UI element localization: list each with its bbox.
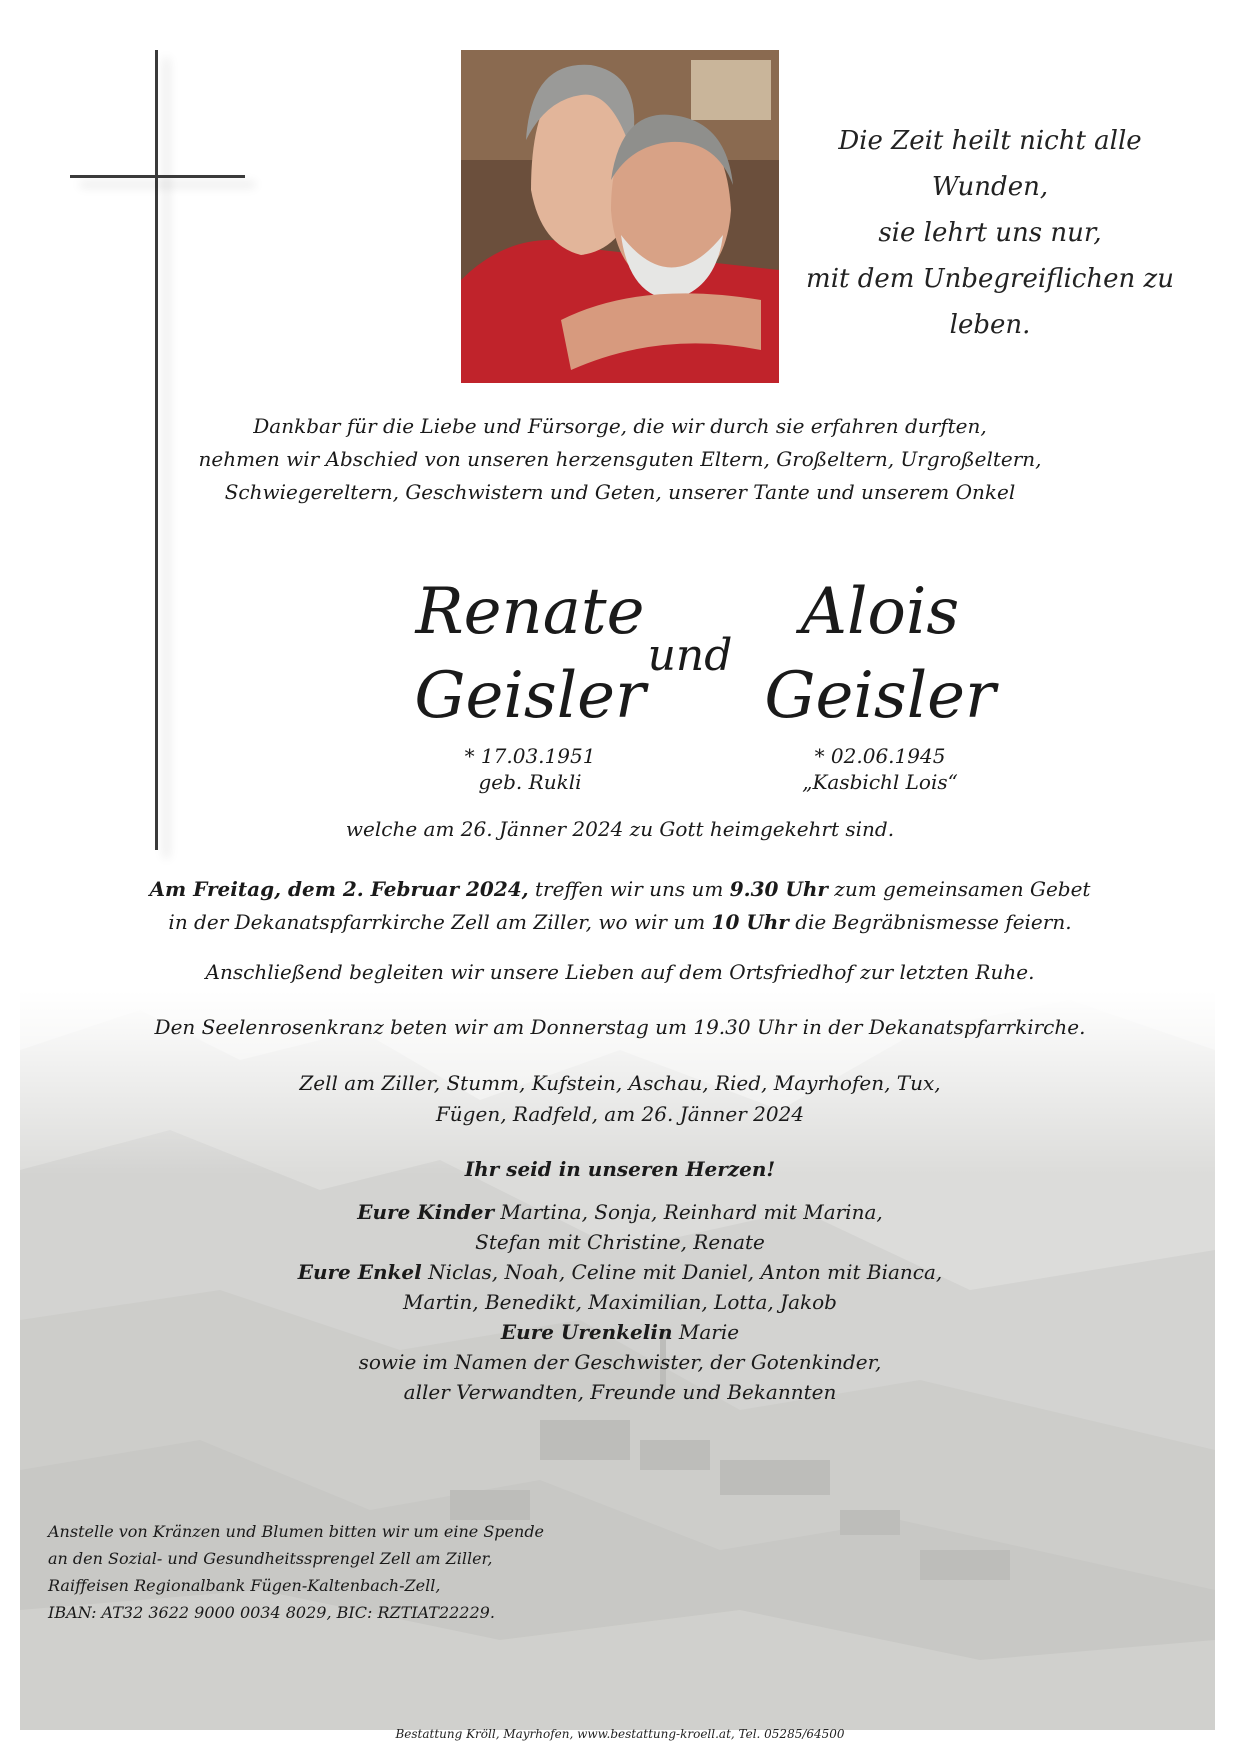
family-names: Niclas, Noah, Celine mit Daniel, Anton mit Bianca,: [421, 1260, 943, 1284]
service-info: [0, 873, 1240, 939]
donation-info: [48, 1518, 648, 1626]
service-date: Am Freitag, dem 2. Februar 2024,: [149, 877, 529, 901]
birth-date: * 17.03.1951: [464, 744, 596, 768]
deceased-name-alois: [730, 570, 1030, 738]
service-line: [0, 906, 1240, 939]
quote-line: Die Zeit heilt nicht alle Wunden,: [838, 126, 1142, 202]
deceased-info-renate: [380, 743, 680, 795]
family-label: Eure Urenkelin: [500, 1320, 673, 1344]
family-names: sowie im Namen der Geschwister, der Gotenkinder,: [358, 1350, 882, 1374]
donation-line: Anstelle von Kränzen und Blumen bitten wir um eine Spende: [48, 1522, 545, 1541]
family-list: [0, 1197, 1240, 1407]
places-date: [0, 1068, 1240, 1130]
family-label: Eure Kinder: [357, 1200, 495, 1224]
family-names: aller Verwandten, Freunde und Bekannten: [403, 1380, 837, 1404]
deceased-info-alois: [730, 743, 1030, 795]
couple-photo: [461, 50, 779, 383]
mass-time: 10 Uhr: [711, 910, 789, 934]
last-name: Geisler: [414, 659, 646, 733]
places-line: Fügen, Radfeld, am 26. Jänner 2024: [435, 1102, 805, 1126]
maiden-name: geb. Rukli: [478, 770, 582, 794]
quote-line: mit dem Unbegreiflichen zu leben.: [806, 264, 1174, 340]
first-name: Renate: [415, 575, 645, 649]
donation-line: an den Sozial- und Gesundheitssprengel Zell am Ziller,: [48, 1549, 493, 1568]
service-text: zum gemeinsamen Gebet: [827, 877, 1091, 901]
intro-text: [0, 410, 1240, 509]
donation-line: IBAN: AT32 3622 9000 0034 8029, BIC: RZTIAT22229.: [48, 1603, 495, 1622]
family-line: [0, 1317, 1240, 1347]
last-name: Geisler: [764, 659, 996, 733]
family-names: Martina, Sonja, Reinhard mit Marina,: [494, 1200, 883, 1224]
quote-line: sie lehrt uns nur,: [878, 218, 1102, 248]
donation-line: Raiffeisen Regionalbank Fügen-Kaltenbach-Zell,: [48, 1576, 441, 1595]
service-text: in der Dekanatspfarrkirche Zell am Ziller, wo wir um: [168, 910, 712, 934]
quote: [790, 118, 1190, 348]
hearts-heading: Ihr seid in unseren Herzen!: [464, 1157, 776, 1181]
service-text: die Begräbnismesse feiern.: [788, 910, 1072, 934]
family-names: Stefan mit Christine, Renate: [475, 1230, 765, 1254]
service-text: treffen wir uns um: [528, 877, 730, 901]
funeral-home-footer: Bestattung Kröll, Mayrhofen, www.bestattung-kroell.at, Tel. 05285/64500: [395, 1727, 845, 1741]
first-name: Alois: [800, 575, 960, 649]
family-names: Marie: [672, 1320, 740, 1344]
intro-line: Dankbar für die Liebe und Fürsorge, die wir durch sie erfahren durften,: [253, 414, 987, 438]
service-time: 9.30 Uhr: [729, 877, 828, 901]
places-line: Zell am Ziller, Stumm, Kufstein, Aschau, Ried, Mayrhofen, Tux,: [299, 1071, 941, 1095]
death-notice: welche am 26. Jänner 2024 zu Gott heimgekehrt sind.: [345, 817, 895, 841]
service-line: [0, 873, 1240, 906]
intro-line: Schwiegereltern, Geschwistern und Geten, unserer Tante und unserem Onkel: [224, 480, 1016, 504]
nickname: „Kasbichl Lois“: [802, 770, 958, 794]
intro-line: nehmen wir Abschied von unseren herzensguten Eltern, Großeltern, Urgroßeltern,: [198, 447, 1042, 471]
family-line: [0, 1197, 1240, 1227]
und-connector: und: [647, 630, 733, 681]
cross-bar: [70, 175, 245, 178]
family-line: [0, 1257, 1240, 1287]
rosary-info: Den Seelenrosenkranz beten wir am Donnerstag um 19.30 Uhr in der Dekanatspfarrkirche.: [154, 1015, 1086, 1039]
birth-date: * 02.06.1945: [814, 744, 946, 768]
burial-info: Anschließend begleiten wir unsere Lieben auf dem Ortsfriedhof zur letzten Ruhe.: [205, 960, 1035, 984]
family-names: Martin, Benedikt, Maximilian, Lotta, Jakob: [402, 1290, 837, 1314]
family-label: Eure Enkel: [297, 1260, 422, 1284]
